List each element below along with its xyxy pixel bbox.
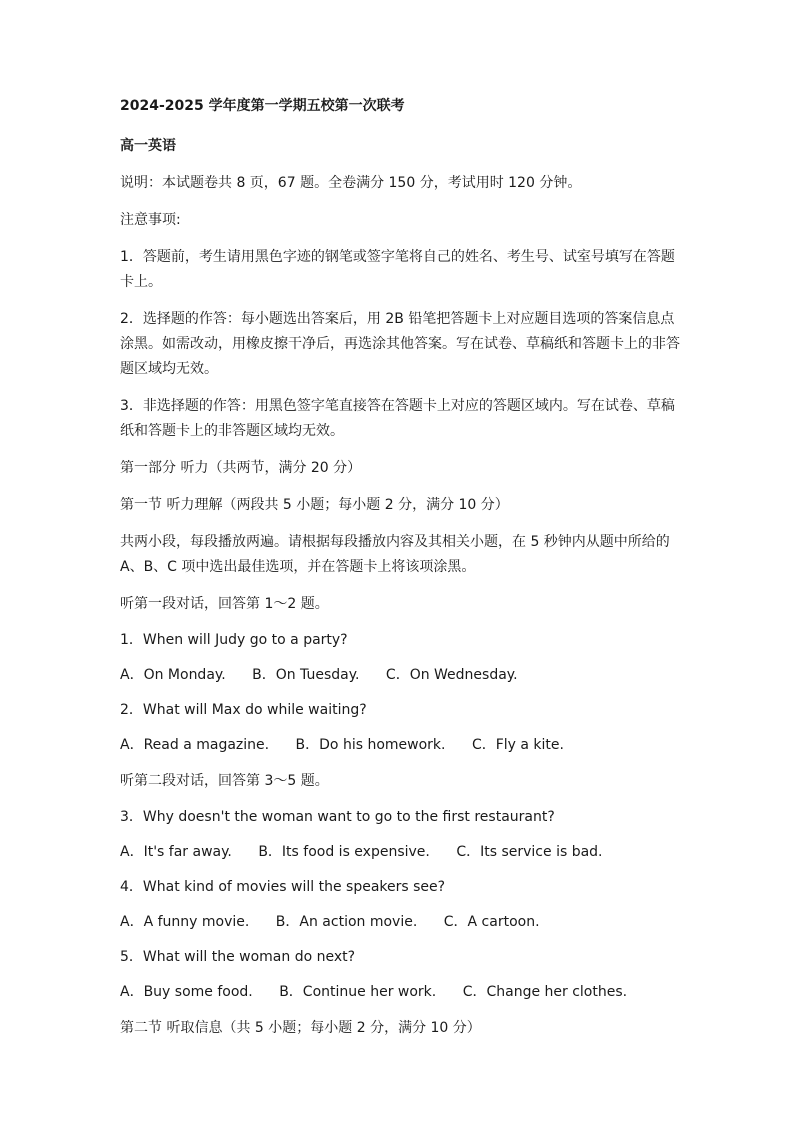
question-5-options	[120, 981, 680, 1004]
dialogue2-heading: 听第二段对话，回答第 3～5 题。	[120, 773, 329, 789]
question-4-options	[120, 911, 680, 934]
option-a: A．Read a magazine.	[120, 737, 270, 753]
option-b: B．Its food is expensive.	[258, 844, 430, 860]
option-c: C．On Wednesday.	[385, 667, 518, 683]
section1-heading: 第一节 听力理解（两段共 5 小题；每小题 2 分，满分 10 分）	[120, 497, 509, 513]
option-a: A．A funny movie.	[120, 914, 250, 930]
question-3: 3．Why doesn't the woman want to go to the first restaurant?	[120, 809, 555, 825]
part1-heading: 第一部分 听力（共两节，满分 20 分）	[120, 460, 362, 476]
exam-content	[120, 95, 680, 1053]
question-1-options	[120, 664, 680, 687]
option-a: A．On Monday.	[120, 667, 226, 683]
question-5: 5．What will the woman do next?	[120, 949, 356, 965]
option-a: A．Buy some food.	[120, 984, 253, 1000]
exam-title: 2024-2025 学年度第一学期五校第一次联考	[120, 98, 405, 114]
section2-heading: 第二节 听取信息（共 5 小题；每小题 2 分，满分 10 分）	[120, 1020, 481, 1036]
option-c: C．Its service is bad.	[456, 844, 603, 860]
option-b: B．On Tuesday.	[252, 667, 360, 683]
dialogue1-heading: 听第一段对话，回答第 1～2 题。	[120, 596, 329, 612]
option-a: A．It's far away.	[120, 844, 232, 860]
question-3-options	[120, 841, 680, 864]
note-item: 3．非选择题的作答：用黑色签字笔直接答在答题卡上对应的答题区域内。写在试卷、草稿纸和答题卡上的非答题区域均无效。	[120, 398, 675, 439]
section1-instructions: 共两小段，每段播放两遍。请根据每段播放内容及其相关小题，在 5 秒钟内从题中所给的 A、B、C 项中选出最佳选项，并在答题卡上将该项涂黑。	[120, 534, 670, 575]
note-item: 2．选择题的作答：每小题选出答案后，用 2B 铅笔把答题卡上对应题目选项的答案信息点涂黑。如需改动，用橡皮擦干净后，再选涂其他答案。写在试卷、草稿纸和答题卡上的非答题区域均无效。	[120, 311, 680, 377]
note-item: 1．答题前，考生请用黑色字迹的钢笔或签字笔将自己的姓名、考生号、试室号填写在答题卡上。	[120, 249, 675, 290]
option-b: B．An action movie.	[275, 914, 418, 930]
option-c: C．Change her clothes.	[462, 984, 628, 1000]
option-b: B．Continue her work.	[279, 984, 437, 1000]
question-2-options	[120, 734, 680, 757]
question-2: 2．What will Max do while waiting?	[120, 702, 367, 718]
option-c: C．A cartoon.	[443, 914, 540, 930]
exam-subject: 高一英语	[120, 138, 176, 154]
question-4: 4．What kind of movies will the speakers see?	[120, 879, 446, 895]
option-c: C．Fly a kite.	[471, 737, 564, 753]
question-1: 1．When will Judy go to a party?	[120, 632, 348, 648]
option-b: B．Do his homework.	[295, 737, 446, 753]
exam-description: 说明：本试题卷共 8 页，67 题。全卷满分 150 分，考试用时 120 分钟。	[120, 175, 582, 191]
notes-heading: 注意事项:	[120, 212, 181, 228]
